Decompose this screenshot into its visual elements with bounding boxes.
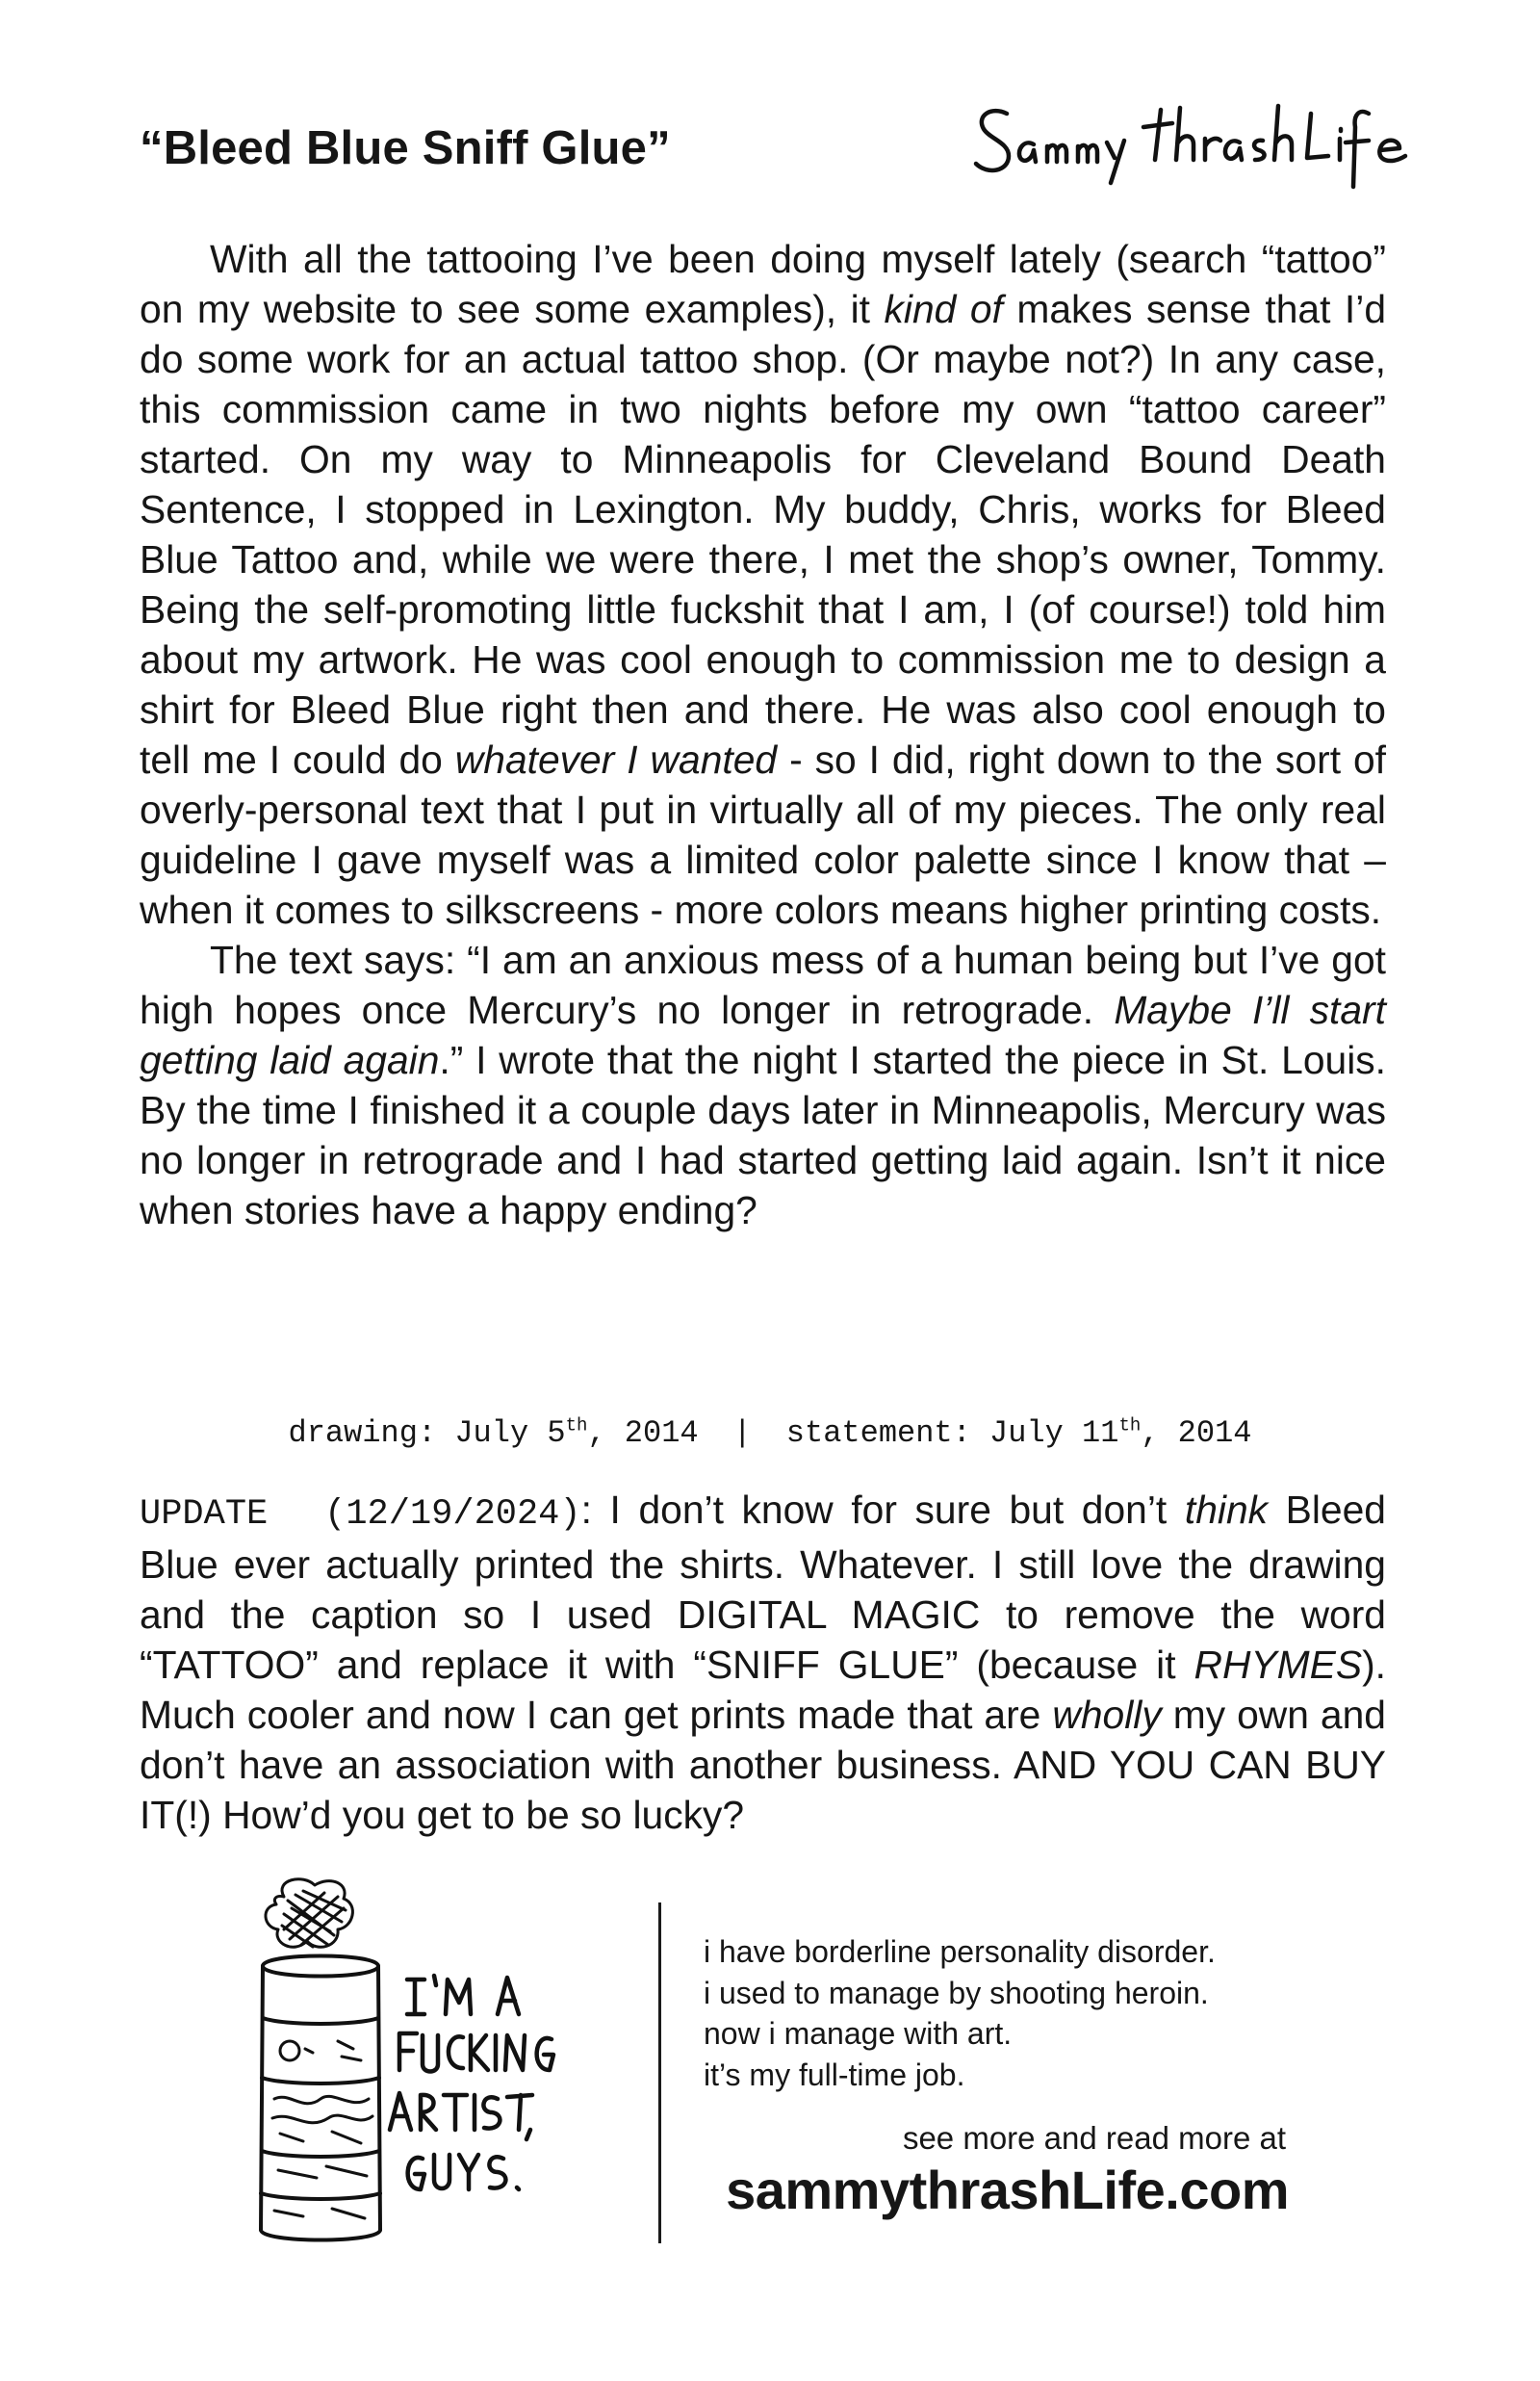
glue-can-drawing (245, 1872, 650, 2257)
footer-divider (658, 1902, 661, 2243)
bio-line: now i manage with art. (704, 2016, 1013, 2051)
artist-bio (704, 1931, 1216, 2095)
date-divider: | (732, 1415, 752, 1451)
drawing-date: drawing: July 5th, 2014 (288, 1414, 699, 1451)
update-paragraph: UPDATE (12/19/2024): I don’t know for sure but don’t think Bleed Blue ever actually printed the shirts. Whatever. I still love the drawing and the caption so I used DIGITAL MAGIC to remove the word “TATTOO” and replace it with “SNIFF GLUE” (because it RHYMES). Much cooler and now I can get prints made that are wholly my own and don’t have an association with another business. AND YOU CAN BUY IT(!) How’d you get to be so lucky? (140, 1488, 1387, 1837)
update-note (140, 1485, 1386, 1840)
statement-date: statement: July 11th, 2014 (785, 1414, 1252, 1451)
bio-line: it’s my full-time job. (704, 2057, 965, 2092)
bio-line: i used to manage by shooting heroin. (704, 1975, 1209, 2010)
page-title: “Bleed Blue Sniff Glue” (140, 122, 671, 174)
website-link[interactable]: sammythrashLife.com (726, 2160, 1289, 2220)
glue-can-icon (245, 1872, 650, 2257)
update-label: UPDATE (12/19/2024) (140, 1494, 581, 1535)
signature-handwriting-icon (970, 100, 1415, 193)
article-paragraph: With all the tattooing I’ve been doing myself lately (search “tattoo” on my website to see some examples), it kind of makes sense that I’d do some work for an actual tattoo shop. (Or maybe not?) In any case, this commission came in two nights before my own “tattoo career” started. On my way to Minneapolis for Cleveland Bound Death Sentence, I stopped in Lexington. My buddy, Chris, works for Bleed Blue Tattoo and, while we were there, I met the shop’s owner, Tommy. Being the self-promoting little fuckshit that I am, I (of course!) told him about my artwork. He was cool enough to commission me to design a shirt for Bleed Blue right then and there. He was also cool enough to tell me I could do whatever I wanted - so I did, right down to the sort of overly-personal text that I put in virtually all of my pieces. The only real guideline I gave myself was a limited color palette since I know that – when it comes to silkscreens - more colors means higher printing costs. (140, 237, 1387, 932)
bio-line: i have borderline personality disorder. (704, 1934, 1216, 1969)
article-paragraph: The text says: “I am an anxious mess of a human being but I’ve got high hopes once Mercury’s no longer in retrograde. Maybe I’ll start getting laid again.” I wrote that the night I started the piece in St. Louis. By the time I finished it a couple days later in Minneapolis, Mercury was no longer in retrograde and I had started getting laid again. Isn’t it nice when stories have a happy ending? (140, 938, 1386, 1232)
date-line (140, 1415, 1400, 1451)
signature-logo (970, 100, 1415, 193)
see-more-text: see more and read more at (902, 2120, 1286, 2156)
article-body (140, 234, 1386, 1235)
